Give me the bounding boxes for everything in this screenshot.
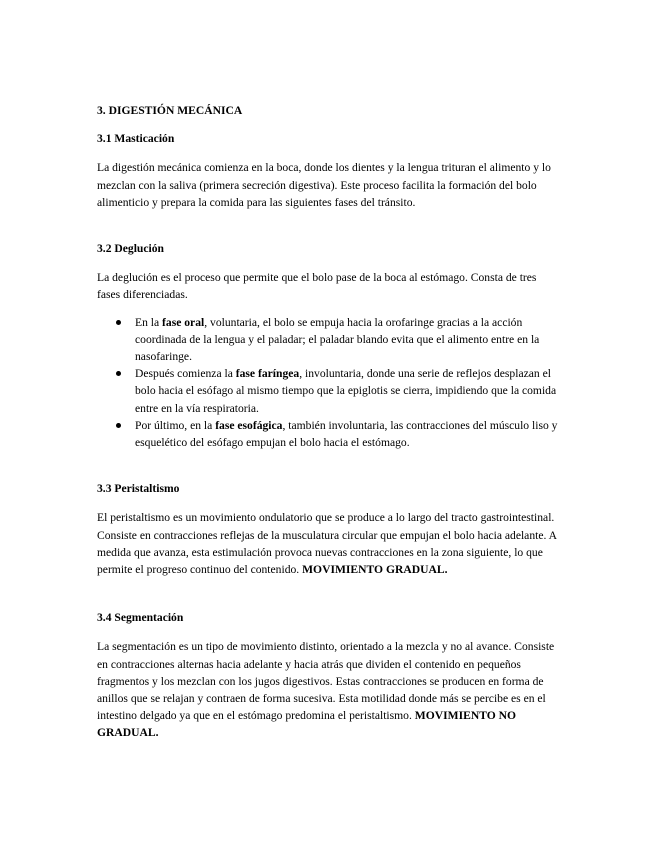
- bullet-bold-term: fase esofágica: [215, 418, 283, 432]
- spacer: [97, 304, 559, 314]
- bullet-icon: [116, 320, 121, 325]
- section-heading-deglucion: 3.2 Deglución: [97, 242, 164, 256]
- paragraph-emphasis: MOVIMIENTO GRADUAL.: [302, 563, 448, 577]
- section-paragraph-segmentacion: [97, 638, 559, 741]
- spacer: [97, 451, 559, 480]
- bullet-bold-term: fase oral: [162, 315, 205, 329]
- document-title: 3. DIGESTIÓN MECÁNICA: [97, 104, 243, 117]
- spacer: [97, 211, 559, 240]
- section-paragraph-deglucion: La deglución es el proceso que permite que el bolo pase de la boca al estómago. Consta de tres fases diferenciadas.: [97, 271, 537, 302]
- bullet-text: , también involuntaria, las contracciones del músculo liso y esquelético del esófago empujan el bolo hacia el estómago.: [135, 418, 558, 450]
- section-heading-peristaltismo: 3.3 Peristaltismo: [97, 482, 180, 496]
- document-page: [97, 102, 559, 742]
- section-heading-segmentacion: 3.4 Segmentación: [97, 611, 184, 625]
- bullet-bold-term: fase faríngea: [235, 367, 300, 381]
- bullet-text: Por último, en la: [135, 418, 216, 432]
- bullet-text: , involuntaria, donde una serie de reflejos desplazan el bolo hacia el esófago al mismo tiempo que la epiglotis se cierra, impidiendo que la comida entre en la vía respiratoria.: [135, 367, 557, 415]
- deglucion-phase-list: [97, 314, 559, 452]
- spacer: [97, 578, 559, 609]
- section-heading-masticacion: 3.1 Masticación: [97, 132, 175, 146]
- list-item: [97, 417, 559, 451]
- bullet-icon: [116, 371, 121, 376]
- list-item: [97, 314, 559, 366]
- section-paragraph-peristaltismo: [97, 509, 559, 578]
- section-paragraph-masticacion: La digestión mecánica comienza en la boca, donde los dientes y la lengua trituran el alimento y lo mezclan con la saliva (primera secreción digestiva). Este proceso facilita la formación del bolo alimenticio y prepara la comida para las siguientes fases del tránsito.: [97, 161, 551, 209]
- list-item: [97, 365, 559, 417]
- paragraph-text: El peristaltismo es un movimiento ondulatorio que se produce a lo largo del tracto gastrointestinal. Consiste en contracciones reflejas de la musculatura circular que empujan el bolo hacia adelante. A medida que avanza, esta estimulación provoca nuevas contracciones en la zona siguiente, lo que permite el progreso continuo del contenido.: [97, 511, 557, 577]
- bullet-text: En la: [135, 315, 163, 329]
- bullet-text: , voluntaria, el bolo se empuja hacia la orofaringe gracias a la acción coordinada de la lengua y el paladar; el paladar blando evita que el alimento entre en la nasofaringe.: [135, 315, 540, 364]
- bullet-icon: [116, 423, 121, 428]
- bullet-text: Después comienza la: [135, 367, 236, 381]
- paragraph-emphasis: MOVIMIENTO NO GRADUAL.: [97, 709, 517, 740]
- paragraph-text: La segmentación es un tipo de movimiento distinto, orientado a la mezcla y no al avance. Consiste en contracciones alternas hacia adelante y hacia atrás que dividen el contenido en pequeños fragmentos y los mezclan con los jugos digestivos. Estas contracciones se producen en forma de anillos que se relajan y contraen de forma sucesiva. Esta motilidad donde más se percibe es en el intestino delgado ya que en el estómago predomina el peristaltismo.: [97, 640, 555, 723]
